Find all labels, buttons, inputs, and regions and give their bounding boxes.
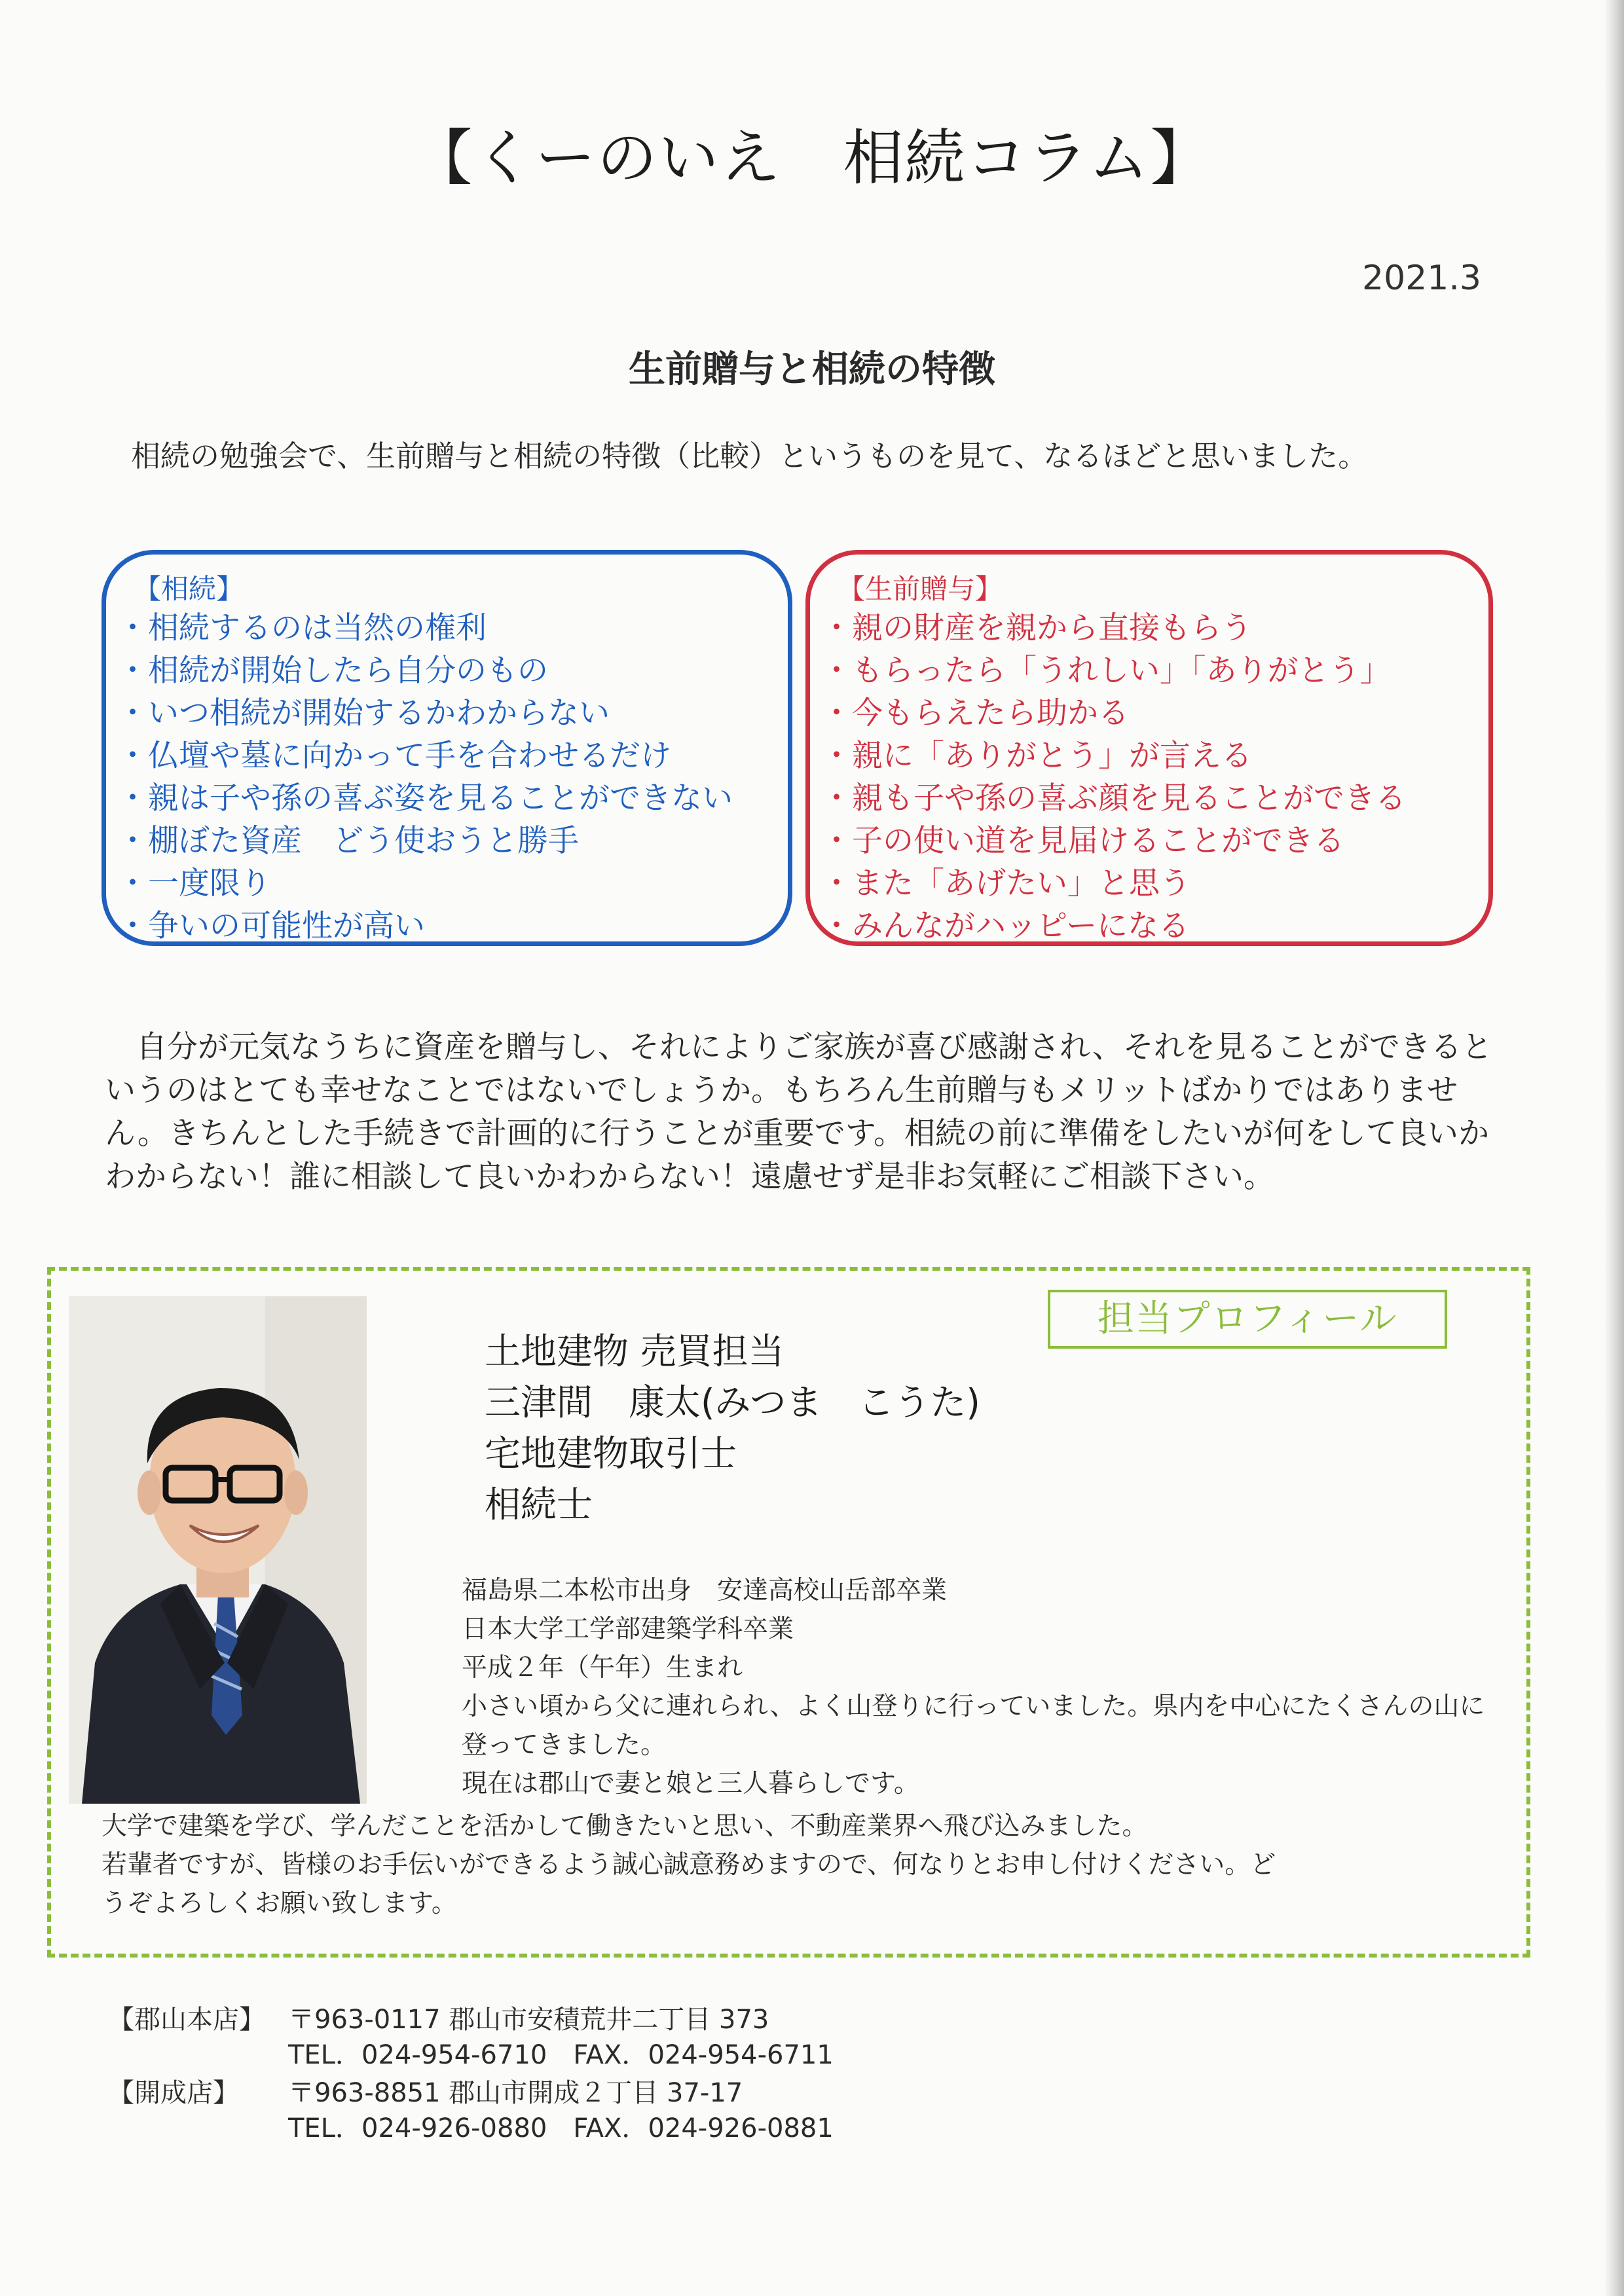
gift-item: ・ 親の財産を親から直接もらう bbox=[821, 607, 1488, 649]
staff-details bbox=[462, 1571, 1496, 1803]
inheritance-item: ・ 一度限り bbox=[117, 862, 788, 905]
gift-item: ・ 親に「ありがとう」が言える bbox=[821, 735, 1488, 777]
inheritance-item: ・ 親は子や孫の喜ぶ姿を見ることができない bbox=[117, 777, 788, 820]
staff-photo bbox=[69, 1296, 367, 1804]
gift-list bbox=[851, 607, 1488, 947]
branch-phone: TEL．024-926-0880 FAX．024-926-0881 bbox=[288, 2113, 834, 2143]
inheritance-item: ・ 仏壇や墓に向かって手を合わせるだけ bbox=[117, 735, 788, 777]
branch-phone: TEL．024-954-6710 FAX．024-954-6711 bbox=[288, 2040, 834, 2070]
branch-label: 【開成店】 bbox=[108, 2078, 239, 2108]
gift-box bbox=[805, 550, 1493, 946]
staff-university: 日本大学工学部建築学科卒業 bbox=[462, 1614, 794, 1644]
intro-text: 相続の勉強会で、生前贈与と相続の特徴（比較）というものを見て、なるほどと思いました。 bbox=[131, 439, 1368, 473]
gift-item: ・ 親も子や孫の喜ぶ顔を見ることができる bbox=[821, 777, 1488, 820]
staff-origin: 福島県二本松市出身 安達高校山岳部卒業 bbox=[462, 1576, 948, 1605]
branch-koriyama-main bbox=[108, 2002, 834, 2073]
branch-address: 〒963-8851 郡山市開成２丁目 37-17 bbox=[288, 2078, 743, 2108]
staff-portrait-image bbox=[69, 1296, 367, 1804]
staff-birth: 平成２年（午年）生まれ bbox=[462, 1653, 743, 1683]
staff-family: 現在は郡山で妻と娘と三人暮らしです。 bbox=[462, 1769, 919, 1798]
inheritance-item: ・ 相続が開始したら自分のもの bbox=[117, 649, 788, 692]
body-paragraph: 自分が元気なうちに資産を贈与し、それによりご家族が喜び感謝され、それを見ることができるというのはとても幸せなことではないでしょうか。もちろん生前贈与もメリットばかりではありません。きちんとした手続きで計画的に行うことが重要です。相続の前に準備をしたいが何をして良いかわからない！誰に相談して良いかわからない！遠慮せず是非お気軽にご相談下さい。 bbox=[105, 1029, 1492, 1195]
article-subtitle: 生前贈与と相続の特徴 bbox=[629, 348, 995, 391]
branch-contact bbox=[288, 2002, 834, 2073]
inheritance-item: ・ 相続するのは当然の権利 bbox=[117, 607, 788, 649]
staff-closing bbox=[101, 1807, 1496, 1923]
inheritance-item: ・ いつ相続が開始するかわからない bbox=[117, 692, 788, 735]
staff-name-block bbox=[485, 1326, 980, 1530]
staff-role: 土地建物 売買担当 bbox=[485, 1330, 784, 1372]
staff-hobby: 小さい頃から父に連れられ、よく山登りに行っていました。県内を中心にたくさんの山に登ってきました。 bbox=[462, 1692, 1485, 1760]
staff-license: 相続士 bbox=[485, 1484, 593, 1525]
profile-tag: 担当プロフィール bbox=[1048, 1290, 1447, 1349]
gift-item: ・ 子の使い道を見届けることができる bbox=[821, 820, 1488, 862]
inheritance-list bbox=[147, 607, 788, 947]
gift-item: ・ また「あげたい」と思う bbox=[821, 862, 1488, 905]
inheritance-box bbox=[101, 550, 792, 946]
branch-label: 【郡山本店】 bbox=[108, 2005, 265, 2035]
gift-item: ・ もらったら「うれしい」「ありがとう」 bbox=[821, 649, 1488, 692]
branch-contact bbox=[288, 2075, 834, 2146]
gift-box-title: 【生前贈与】 bbox=[838, 573, 1003, 605]
branch-kaisei bbox=[108, 2075, 834, 2146]
staff-closing-line: うぞよろしくお願い致します。 bbox=[101, 1889, 457, 1918]
issue-date: 2021.3 bbox=[1362, 259, 1481, 298]
staff-career: 大学で建築を学び、学んだことを活かして働きたいと思い、不動産業界へ飛び込みました。 bbox=[101, 1812, 1148, 1841]
staff-closing-line: 若輩者ですが、皆様のお手伝いができるよう誠心誠意務めますので、何なりとお申し付けください。ど bbox=[101, 1850, 1276, 1880]
staff-name: 三津間 康太(みつま こうた) bbox=[485, 1381, 980, 1423]
inheritance-item: ・ 争いの可能性が高い bbox=[117, 905, 788, 947]
gift-item: ・ 今もらえたら助かる bbox=[821, 692, 1488, 735]
branch-address: 〒963-0117 郡山市安積荒井二丁目 373 bbox=[288, 2005, 769, 2035]
inheritance-box-title: 【相続】 bbox=[134, 573, 244, 605]
gift-item: ・ みんながハッピーになる bbox=[821, 905, 1488, 947]
branch-list bbox=[108, 2002, 834, 2146]
page-title: 【くーのいえ 相続コラム】 bbox=[412, 123, 1212, 193]
staff-license: 宅地建物取引士 bbox=[485, 1432, 737, 1474]
inheritance-item: ・ 棚ぼた資産 どう使おうと勝手 bbox=[117, 820, 788, 862]
